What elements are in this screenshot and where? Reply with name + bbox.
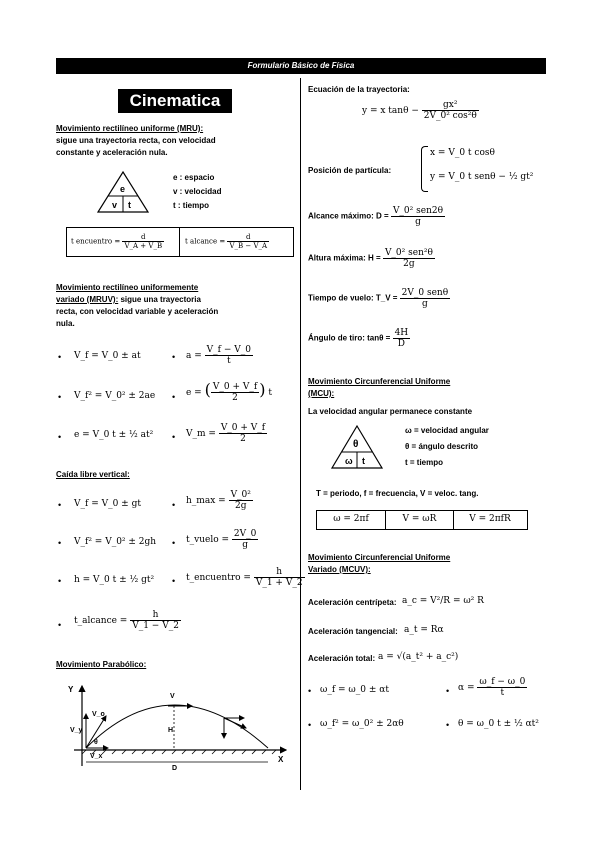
trajectory-eq: y = x tanθ − $\frac{\text{gx²}}{\text{2V\_0² cos²θ}}$ — [362, 100, 477, 121]
alcance-eq: Alcance máximo: D = $\frac{\text{V\_0² sen2θ}}{g}$ — [308, 206, 444, 227]
mruv-f6: V_m = $\frac{V\_0 + V\_f}{2}$ — [186, 423, 266, 444]
mruv-f3: V_f² = V_0² ± 2ae — [74, 391, 156, 401]
mru-desc-2: constante y aceleración nula. — [56, 148, 168, 157]
mru-legend-2: v : velocidad — [173, 187, 222, 196]
caida-f6: t_encuentro = $\frac{h}{V\_1 + V\_2}$ — [186, 567, 303, 588]
mru-formula-box — [66, 227, 294, 257]
caida-f4: t_vuelo = $\frac{2V\_0}{g}$ — [186, 529, 257, 550]
caida-f7: t_alcance = $\frac{h}{V\_1 - V\_2}$ — [74, 610, 179, 631]
mruv-heading-2: variado (MRUV): — [56, 295, 119, 304]
y-axis-label: Y — [68, 685, 74, 694]
mru-desc-1: sigue una trayectoria recta, con velocidad — [56, 136, 216, 145]
position-x: x = V_0 t cosθ — [430, 148, 495, 158]
section-title: Cinematica — [118, 89, 232, 113]
label-h: H — [168, 727, 174, 734]
mcu-legend-2: θ = ángulo descrito — [405, 442, 479, 451]
label-vo: V_o — [92, 711, 105, 718]
x-axis-label: X — [278, 755, 284, 764]
mruv-f5: e = V_0 t ± ½ at² — [74, 430, 154, 440]
mru-triangle-diagram — [96, 170, 150, 214]
mru-legend-1: e : espacio — [173, 173, 215, 182]
caida-f1: V_f = V_0 ± gt — [74, 499, 141, 509]
caida-f2: h_max = $\frac{\text{V\_0²}}{2g}$ — [186, 490, 251, 511]
parabolico-heading: Movimiento Parabólico: — [56, 660, 147, 669]
mcuv-f1: ω_f = ω_0 ± αt — [320, 685, 389, 695]
projectile-diagram — [64, 680, 292, 772]
at-label: Aceleración tangencial: — [308, 627, 398, 636]
ac-label: Aceleración centrípeta: — [308, 598, 397, 607]
mruv-f2: a = $\frac{V\_f - V\_0}{t}$ — [186, 345, 251, 366]
mru-tri-bl: v — [112, 200, 118, 210]
mcu-triangle-diagram — [330, 424, 384, 470]
at-eq: a_t = Rα — [404, 625, 444, 635]
mruv-desc-2: recta, con velocidad variable y aceleración — [56, 307, 219, 316]
mruv-f1: V_f = V_0 ± at — [74, 351, 141, 361]
mruv-desc-3: nula. — [56, 319, 75, 328]
mcu-tri-bl: ω — [345, 456, 353, 466]
ac-eq: a_c = V²/R = ω² R — [402, 596, 484, 606]
mruv-desc-1: sigue una trayectoria — [120, 295, 201, 304]
mcu-heading-2: (MCU): — [308, 389, 335, 398]
mru-heading: Movimiento rectilíneo uniforme (MRU): — [56, 124, 204, 133]
mru-tri-br: t — [128, 200, 131, 210]
mcuv-heading-2: Variado (MCUV): — [308, 565, 371, 574]
mcu-box-2: V = ωR — [402, 514, 437, 524]
position-label: Posición de partícula: — [308, 166, 392, 175]
mcu-box-1: ω = 2πf — [333, 514, 369, 524]
mcu-tri-br: t — [362, 456, 365, 466]
label-d: D — [172, 765, 178, 772]
mru-legend-3: t : tiempo — [173, 201, 209, 210]
altura-eq: Altura máxima: H = $\frac{\text{V\_0² sen²θ}}{2g}$ — [308, 248, 433, 269]
mcu-tri-top: θ — [353, 439, 359, 450]
atot-eq: a = √(a_t² + a_c²) — [378, 652, 459, 662]
angulo-tiro-eq: Ángulo de tiro: tanθ = $\frac{4H}{D}$ — [308, 328, 409, 349]
mruv-f4: e = ( $\frac{V\_0 + V\_f}{2}$ ) t — [186, 380, 272, 403]
column-divider — [300, 78, 301, 790]
mcuv-f2: α = $\frac{\omega\_f - \omega\_0}{t}$ — [458, 677, 526, 698]
label-v: V — [170, 693, 175, 700]
page-header: Formulario Básico de Física — [56, 58, 546, 74]
mcuv-f4: θ = ω_0 t ± ½ αt² — [458, 719, 539, 729]
caida-f5: h = V_0 t ± ½ gt² — [74, 575, 155, 585]
mcu-formula-box — [316, 510, 528, 530]
label-theta: θ — [94, 739, 98, 746]
atot-label: Aceleración total: — [308, 654, 376, 663]
tiempo-vuelo-eq: Tiempo de vuelo: T_V = $\frac{\text{2V\_0 senθ}}{g}$ — [308, 288, 449, 309]
mcu-heading: Movimiento Circunferencial Uniforme — [308, 377, 451, 386]
mcuv-heading: Movimiento Circunferencial Uniforme — [308, 553, 451, 562]
mcu-desc: La velocidad angular permanece constante — [308, 407, 473, 416]
mcuv-f3: ω_f² = ω_0² ± 2αθ — [320, 719, 404, 729]
caida-f3: V_f² = V_0² ± 2gh — [74, 537, 157, 547]
label-vy: V_y — [70, 727, 83, 734]
caida-heading: Caída libre vertical: — [56, 470, 130, 479]
mcu-legend-1: ω = velocidad angular — [405, 426, 489, 435]
t-alcance-formula: t alcance = $\frac{d}{V\_B - V\_A}$ — [185, 233, 268, 250]
position-y: y = V_0 t senθ − ½ gt² — [430, 172, 534, 182]
mcu-box-3: V = 2πfR — [469, 514, 511, 524]
trajectory-label: Ecuación de la trayectoria: — [308, 85, 410, 94]
position-brace — [421, 146, 428, 192]
mcu-legend-3: t = tiempo — [405, 458, 444, 467]
mcu-note: T = periodo, f = frecuencia, V = veloc. tang. — [316, 489, 479, 498]
mru-tri-top: e — [120, 184, 126, 194]
mruv-heading-1: Movimiento rectilíneo uniformemente — [56, 283, 199, 292]
t-encuentro-formula: t encuentro = $\frac{d}{V\_A + V\_B}$ — [71, 233, 163, 250]
label-vx: V_x — [90, 753, 103, 760]
